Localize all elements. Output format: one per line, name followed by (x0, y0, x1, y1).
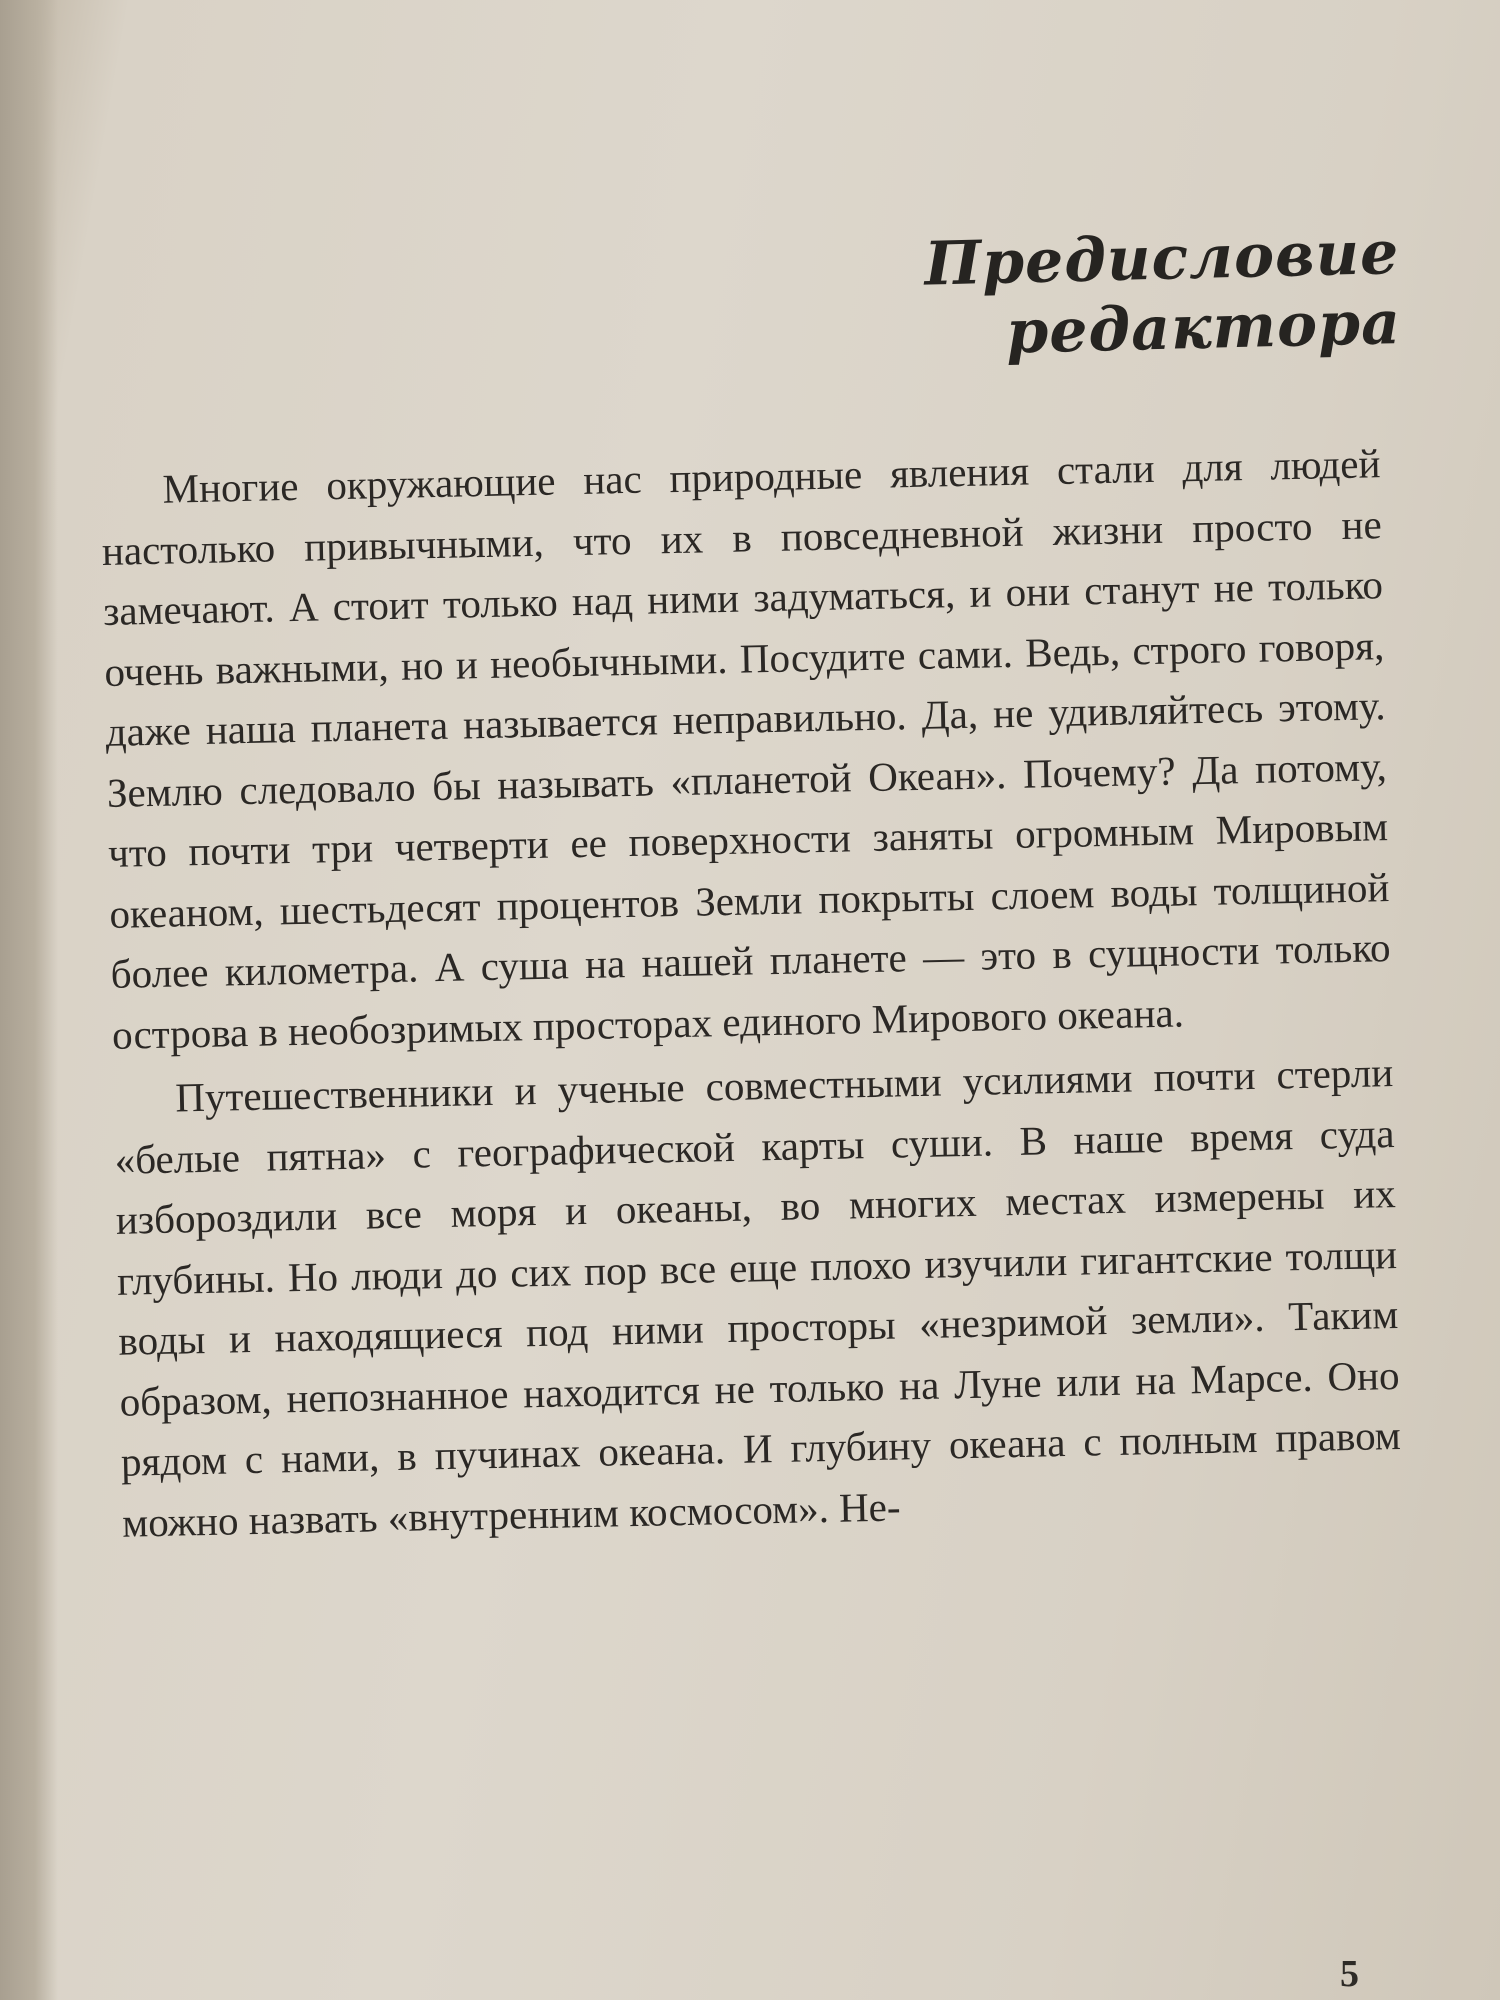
chapter-heading: Предисловие редактора (923, 218, 1402, 368)
page-number: 5 (1340, 1953, 1359, 1995)
paragraph-1: Многие окружающие нас природные явления стали для людей настолько привычными, что их в повседневной жизни просто не замечают. А стоит только над ними задуматься, и они станут не только очень важными, но и необычными. Посудите сами. Ведь, строго говоря, даже наша планета называется неправильно. Да, не удивляйтесь этому. Землю следовало бы называть «планетой Океан». Почему? Да потому, что почти три четверти ее поверхности заняты огромным Мировым океаном, шестьдесят процентов Земли покрыты слоем воды толщиной более километра. А суша на нашей планете — это в сущности только острова в необозримых просторах единого Мирового океана. (101, 440, 1391, 1058)
book-gutter (0, 0, 58, 2000)
paragraph-2: Путешественники и ученые совместными усилиями почти стерли «белые пятна» с географической карты суши. В наше время суда избороздили все моря и океаны, во многих местах измерены их глубины. Но люди до сих пор все еще плохо изучили гигантские толщи воды и находящиеся под ними просторы «незримой земли». Таким образом, непознанное находится не только на Луне или на Марсе. Оно рядом с нами, в пучинах океана. И глубину океана с полным правом можно назвать «внутренним космосом». Не- (114, 1049, 1402, 1546)
body-text (100, 433, 1403, 1553)
